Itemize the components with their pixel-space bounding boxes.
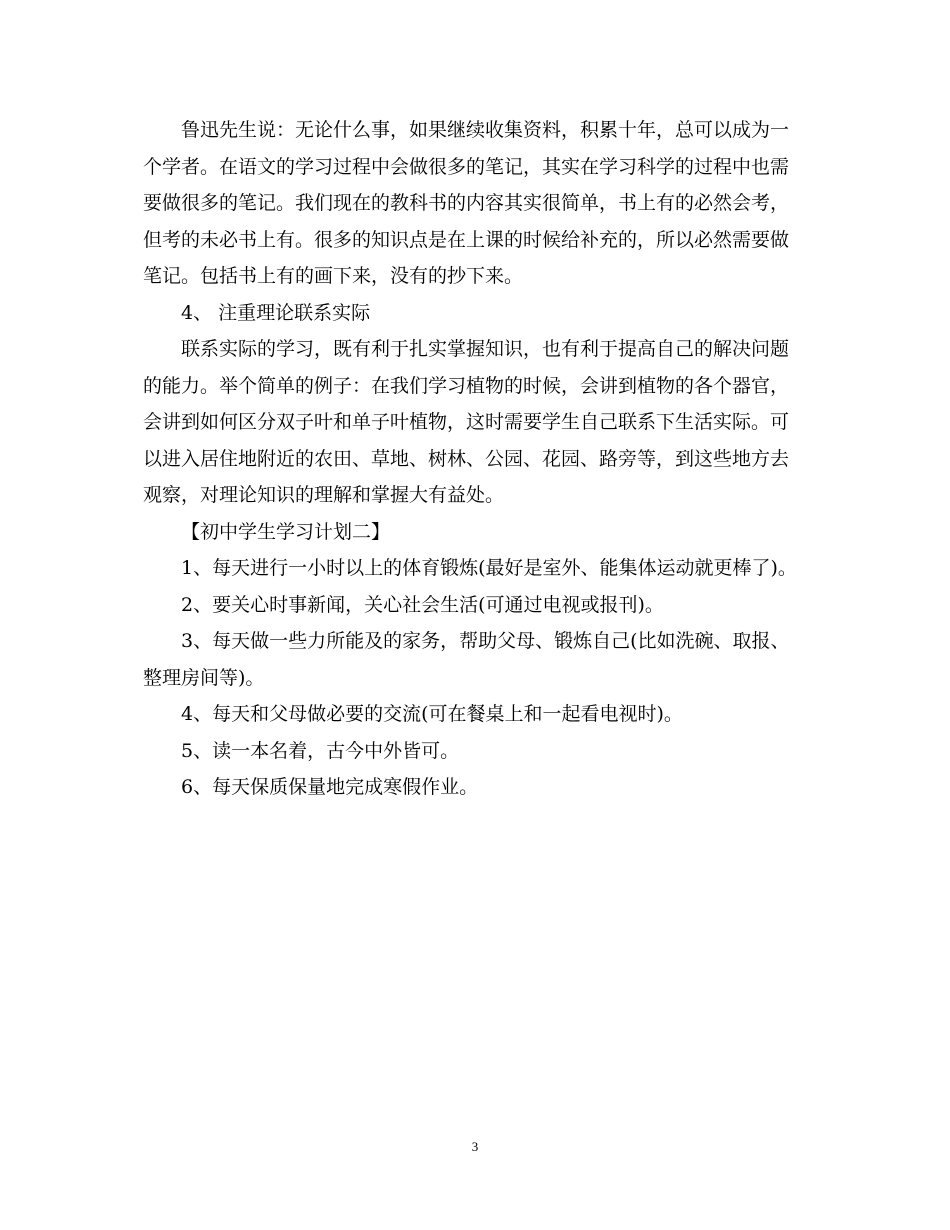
section-heading-theory-practice: 4、 注重理论联系实际 bbox=[181, 301, 371, 324]
list-item-reading: 5、读一本名着，古今中外皆可。 bbox=[181, 739, 460, 762]
paragraph-practical-learning: 联系实际的学习，既有利于扎实掌握知识，也有利于提高自己的解决问题的能力。举个简单的例子：在我们学习植物的时候，会讲到植物的各个器官，会讲到如何区分双子叶和单子叶植物，这时需要学生自己联系下生活实际。可以进入居住地附近的农田、草地、树林、公园、花园、路旁等，到这些地方去观察，对理论知识的理解和掌握大有益处。 bbox=[143, 338, 790, 506]
list-item-exercise: 1、每天进行一小时以上的体育锻炼(最好是室外、能集体运动就更棒了)。 bbox=[181, 557, 797, 579]
list-item-current-affairs: 2、要关心时事新闻，关心社会生活(可通过电视或报刊)。 bbox=[181, 593, 664, 616]
list-item-communication: 4、每天和父母做必要的交流(可在餐桌上和一起看电视时)。 bbox=[181, 703, 683, 725]
paragraph-lu-xun-quote: 鲁迅先生说：无论什么事，如果继续收集资料，积累十年，总可以成为一个学者。在语文的学习过程中会做很多的笔记，其实在学习科学的过程中也需要做很多的笔记。我们现在的教科书的内容其实很简单，书上有的必然会考，但考的未必书上有。很多的知识点是在上课的时候给补充的，所以必然需要做笔记。包括书上有的画下来，没有的抄下来。 bbox=[143, 119, 790, 287]
list-item-housework: 3、每天做一些力所能及的家务，帮助父母、锻炼自己(比如洗碗、取报、整理房间等)。 bbox=[143, 630, 790, 689]
page-number: 3 bbox=[471, 1139, 479, 1154]
section-heading-study-plan-two: 【初中学生学习计划二】 bbox=[181, 520, 391, 543]
list-item-homework: 6、每天保质保量地完成寒假作业。 bbox=[181, 776, 479, 798]
document-body bbox=[143, 112, 807, 806]
